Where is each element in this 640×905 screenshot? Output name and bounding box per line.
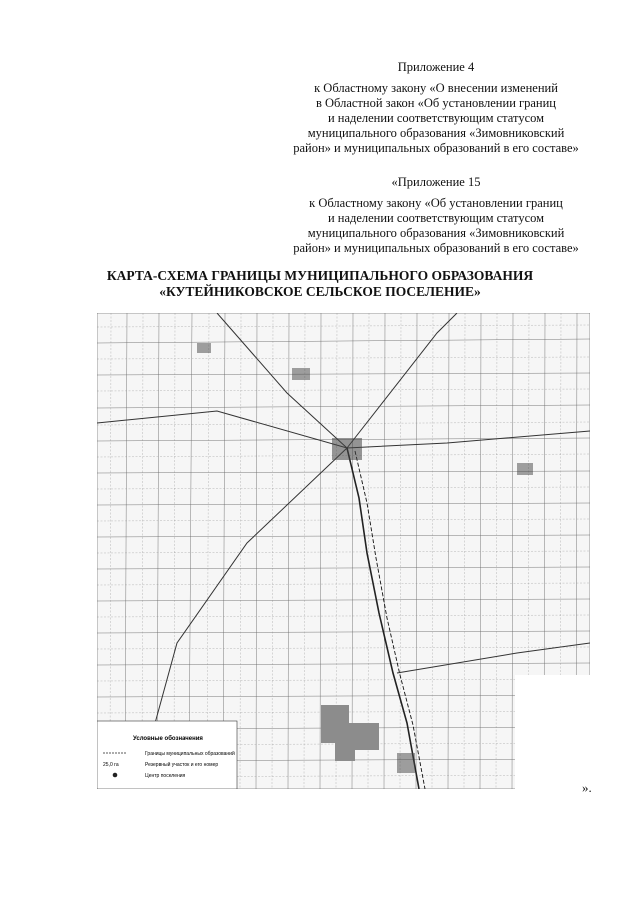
legend-title: Условные обозначения xyxy=(133,736,203,742)
appendix-heading: Приложение 4 xyxy=(397,60,475,74)
appendix-line: район» и муниципальных образований в его составе» xyxy=(293,141,579,155)
appendix-line: в Областной закон «Об установлении границ xyxy=(315,96,556,110)
appendix-inner-block xyxy=(286,175,586,256)
legend-item-label: Границы муниципальных образований xyxy=(145,751,235,757)
map-title-line: КАРТА-СХЕМА ГРАНИЦЫ МУНИЦИПАЛЬНОГО ОБРАЗОВАНИЯ xyxy=(106,268,534,283)
appendix-inner-line: район» и муниципальных образований в его составе» xyxy=(293,241,579,255)
boundary-map xyxy=(97,313,590,789)
appendix-inner-line: к Областному закону «Об установлении границ xyxy=(309,196,563,210)
legend-item-label: Центр поселения xyxy=(145,773,186,779)
appendix-block xyxy=(286,60,586,156)
map-title xyxy=(0,268,640,300)
map-legend xyxy=(97,721,237,789)
legend-area-symbol: 25,0 га xyxy=(103,762,119,768)
appendix-line: и наделении соответствующим статусом xyxy=(327,111,545,125)
appendix-inner-line: и наделении соответствующим статусом xyxy=(327,211,545,225)
map-title-line: «КУТЕЙНИКОВСКОЕ СЕЛЬСКОЕ ПОСЕЛЕНИЕ» xyxy=(159,284,481,299)
map-cutout xyxy=(515,675,590,789)
legend-item-label: Резервный участок и его номер xyxy=(145,762,219,768)
appendix-inner-heading: «Приложение 15 xyxy=(391,175,481,189)
closing-quote-mark: ». xyxy=(582,780,592,795)
appendix-line: к Областному закону «О внесении изменений xyxy=(314,81,558,95)
appendix-inner-line: муниципального образования «Зимовниковский xyxy=(307,226,565,240)
appendix-line: муниципального образования «Зимовниковский xyxy=(307,126,565,140)
legend-center-dot-icon xyxy=(113,773,118,778)
